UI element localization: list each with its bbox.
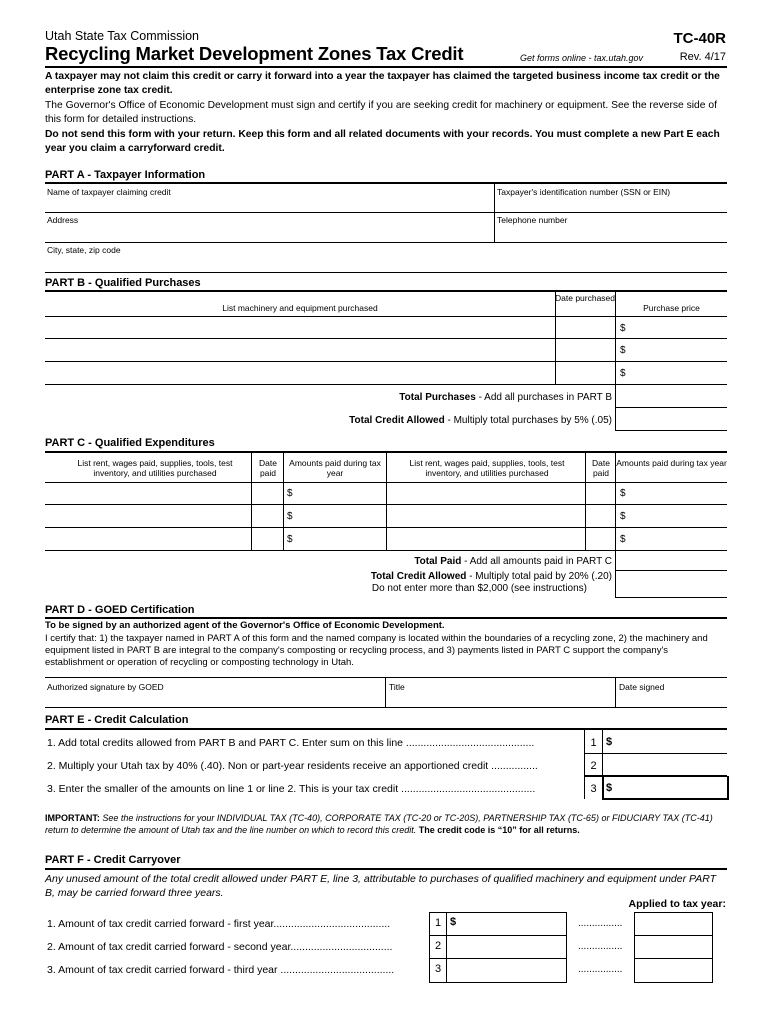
dollar-sign: $ xyxy=(620,534,626,545)
col-date-paid-left: Date paid xyxy=(259,458,277,478)
col-amount-left: Amounts paid during tax year xyxy=(289,458,381,478)
part-c-divider xyxy=(615,452,616,598)
part-a-row-line xyxy=(45,212,727,213)
part-f-title: PART F - Credit Carryover xyxy=(45,854,181,866)
part-e-number-3: 3 xyxy=(590,783,597,795)
part-c-total-line xyxy=(615,597,727,598)
part-c-divider xyxy=(283,452,284,550)
part-f-box-line xyxy=(429,935,566,936)
dollar-sign: $ xyxy=(620,345,626,356)
part-f-line-1: 1. Amount of tax credit carried forward - first year........................................ xyxy=(47,918,391,930)
part-f-year-line xyxy=(634,935,712,936)
leader-dots: ................ xyxy=(578,964,623,975)
city-label: City, state, zip code xyxy=(47,245,121,255)
part-d-divider xyxy=(385,677,386,707)
part-c-line xyxy=(45,504,727,505)
date-signed-label: Date signed xyxy=(619,682,665,692)
online-link[interactable]: Get forms online - tax.utah.gov xyxy=(520,53,644,63)
part-b-line xyxy=(45,361,727,362)
part-e-line-2-input[interactable] xyxy=(606,760,724,773)
dollar-sign: $ xyxy=(287,511,293,522)
taxpayer-id-input[interactable] xyxy=(498,198,723,211)
dollar-sign: $ xyxy=(620,511,626,522)
dollar-sign: $ xyxy=(606,736,613,748)
part-e-line-2: 2. Multiply your Utah tax by 40% (.40). Non or part-year residents receive an apportioned credit ................ xyxy=(47,760,538,772)
col-amount-right: Amounts paid during tax year xyxy=(616,458,727,468)
city-input[interactable] xyxy=(48,257,723,270)
part-e-number-2: 2 xyxy=(590,760,597,772)
part-c-total-line xyxy=(615,570,727,571)
goed-signature-input[interactable] xyxy=(48,693,378,705)
part-b-total-line xyxy=(615,407,727,408)
part-b-rule xyxy=(45,290,727,292)
dollar-sign: $ xyxy=(287,488,293,499)
part-f-box-line xyxy=(429,958,566,959)
carryover-second-year-input[interactable] xyxy=(450,940,562,953)
part-c-line xyxy=(45,527,727,528)
part-e-number-1: 1 xyxy=(590,737,597,749)
dollar-sign: $ xyxy=(620,488,626,499)
dollar-sign: $ xyxy=(450,916,457,928)
col-purchase-price: Purchase price xyxy=(643,303,700,313)
part-d-line xyxy=(45,677,727,678)
telephone-label: Telephone number xyxy=(497,215,568,225)
part-f-year-line xyxy=(634,958,712,959)
part-a-bottom xyxy=(45,272,727,273)
part-b-line xyxy=(45,316,727,317)
part-b-line xyxy=(45,384,727,385)
total-paid-label: Total Paid - Add all amounts paid in PART C xyxy=(414,556,612,567)
revision: Rev. 4/17 xyxy=(679,51,726,63)
agency-name: Utah State Tax Commission xyxy=(45,29,199,43)
part-e-rule xyxy=(45,728,727,730)
part-f-text: Any unused amount of the total credit allowed under PART E, line 3, attributable to purchases of qualified machinery and equipment under PART B, may be carried forward three years. xyxy=(45,873,717,899)
part-b-line xyxy=(45,338,727,339)
form-code: TC-40R xyxy=(673,30,726,47)
telephone-input[interactable] xyxy=(498,227,723,240)
part-c-line xyxy=(45,550,727,551)
part-e-box-line xyxy=(584,753,727,754)
applied-year-1-input[interactable] xyxy=(638,917,708,930)
part-c-divider xyxy=(251,452,252,550)
part-d-subtitle: To be signed by an authorized agent of the Governor's Office of Economic Development. xyxy=(45,620,445,631)
part-d-divider xyxy=(615,677,616,707)
part-e-title: PART E - Credit Calculation xyxy=(45,714,189,726)
part-d-title: PART D - GOED Certification xyxy=(45,604,195,616)
carryover-first-year-input[interactable] xyxy=(462,917,562,930)
part-f-rule xyxy=(45,868,727,870)
part-d-line xyxy=(45,707,727,708)
part-e-important: IMPORTANT: See the instructions for your INDIVIDUAL TAX (TC-40), CORPORATE TAX (TC-20 or TC-20S), PARTNERSHIP TAX (TC-65) or FIDUCIARY TAX (TC-41) return to determine the amount of Utah tax and the line number on which to record this credit. The credit code is “10” for all returns. xyxy=(45,813,713,835)
part-c-divider xyxy=(585,452,586,550)
goed-title-input[interactable] xyxy=(390,693,610,705)
taxpayer-id-label: Taxpayer's identification number (SSN or EIN) xyxy=(497,187,671,197)
address-input[interactable] xyxy=(48,227,488,240)
address-label: Address xyxy=(47,215,79,225)
form-title: Recycling Market Development Zones Tax Credit xyxy=(45,43,464,64)
applied-to-tax-year-label: Applied to tax year: xyxy=(628,898,726,910)
part-b-total-line xyxy=(615,430,727,431)
taxpayer-name-label: Name of taxpayer claiming credit xyxy=(47,187,171,197)
part-e-line-3-input[interactable] xyxy=(618,783,722,796)
part-f-number-1: 1 xyxy=(434,917,442,929)
carryover-third-year-input[interactable] xyxy=(450,963,562,976)
part-e-line-1: 1. Add total credits allowed from PART B and PART C. Enter sum on this line ............................................ xyxy=(47,737,535,749)
part-a-rule xyxy=(45,182,727,184)
header-rule xyxy=(45,66,727,68)
col-date-paid-right: Date paid xyxy=(592,458,610,478)
part-c-credit-label: Total Credit Allowed - Multiply total paid by 20% (.20) xyxy=(370,571,612,582)
intro-keep: Do not send this form with your return. Keep this form and all related documents with your records. You must complete a new Part E each year you claim a carryforward credit. xyxy=(45,129,720,154)
dollar-sign: $ xyxy=(287,534,293,545)
part-c-divider xyxy=(386,452,387,550)
intro-goed: The Governor's Office of Economic Development must sign and certify if you are seeking credit for machinery or equipment. See the reverse side of this form for detailed instructions. xyxy=(45,100,717,125)
part-f-line-2: 2. Amount of tax credit carried forward - second year................................... xyxy=(47,941,393,953)
part-d-certification: I certify that: 1) the taxpayer named in PART A of this form and the named company is located within the boundaries of a recycling zone, 2) the machinery and equipment listed in PART B are integral to the company's composting or recycling process, and 3) payments listed in PART C support the company's establishment or operation of recycling or composting technology in Utah. xyxy=(45,633,708,668)
part-e-line-3: 3. Enter the smaller of the amounts on line 1 or line 2. This is your tax credit .............................................. xyxy=(47,783,536,795)
col-machinery: List machinery and equipment purchased xyxy=(222,303,378,313)
goed-title-label: Title xyxy=(389,682,405,692)
part-a-row-line xyxy=(45,242,727,243)
part-f-number-3: 3 xyxy=(434,963,442,975)
part-c-line xyxy=(45,482,727,483)
part-c-limit: Do not enter more than $2,000 (see instructions) xyxy=(371,583,587,594)
taxpayer-name-input[interactable] xyxy=(48,198,488,211)
part-e-line-1-input[interactable] xyxy=(618,737,724,750)
part-d-rule xyxy=(45,617,727,619)
col-date-purchased: Date purchased xyxy=(555,293,616,303)
part-c-title: PART C - Qualified Expenditures xyxy=(45,437,215,449)
leader-dots: ................ xyxy=(578,941,623,952)
part-f-number-2: 2 xyxy=(434,940,442,952)
dollar-sign: $ xyxy=(620,368,626,379)
col-expenditure-right: List rent, wages paid, supplies, tools, test inventory, and utilities purchased xyxy=(409,458,565,478)
applied-year-3-input[interactable] xyxy=(638,963,708,976)
date-signed-input[interactable] xyxy=(620,693,724,705)
dollar-sign: $ xyxy=(620,323,626,334)
part-f-divider xyxy=(446,912,447,982)
leader-dots: ................ xyxy=(578,918,623,929)
part-a-title: PART A - Taxpayer Information xyxy=(45,169,206,181)
part-b-title: PART B - Qualified Purchases xyxy=(45,277,201,289)
intro-warning: A taxpayer may not claim this credit or carry it forward into a year the taxpayer has claimed the targeted business income tax credit or the enterprise zone tax credit. xyxy=(45,71,720,96)
col-expenditure-left: List rent, wages paid, supplies, tools, test inventory, and utilities purchased xyxy=(77,458,233,478)
part-f-line-3: 3. Amount of tax credit carried forward - third year ....................................... xyxy=(47,964,395,976)
goed-signature-label: Authorized signature by GOED xyxy=(47,682,164,692)
total-purchases-label: Total Purchases - Add all purchases in PART B xyxy=(399,392,612,403)
dollar-sign: $ xyxy=(606,782,613,794)
part-b-credit-label: Total Credit Allowed - Multiply total purchases by 5% (.05) xyxy=(349,415,612,426)
applied-year-2-input[interactable] xyxy=(638,940,708,953)
